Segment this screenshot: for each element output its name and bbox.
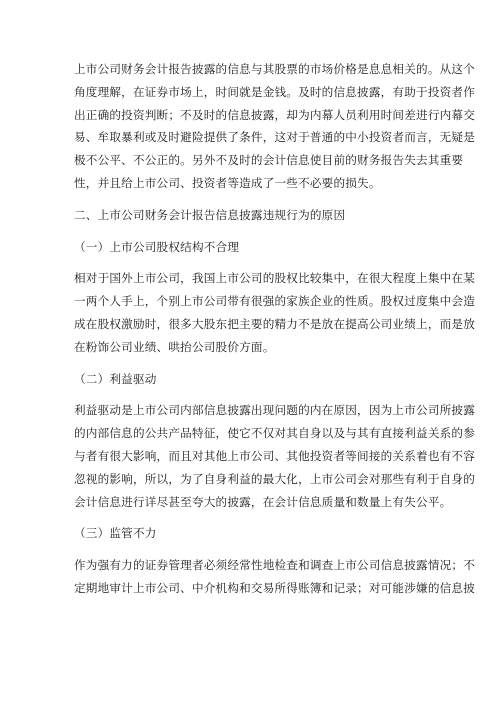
subsection-heading-interest-driven: （二）利益驱动 [74, 371, 157, 386]
paragraph-interest-driven [74, 399, 475, 513]
text-line: 的内部信息的公共产品特征，使它不仅对其自身以及与其有直接利益关系的参 [74, 426, 475, 441]
subsection-heading-equity-structure: （一）上市公司股权结构不合理 [74, 239, 240, 254]
text-line: 角度理解，在证券市场上，时间就是金钱。及时的信息披露，有助于投资者作 [74, 84, 475, 99]
section-heading: 二、上市公司财务会计报告信息披露违规行为的原因 [74, 207, 346, 222]
text-line: 会计信息进行详尽甚至夸大的披露，在会计信息质量和数量上有失公平。 [74, 494, 452, 509]
paragraph-weak-supervision [74, 554, 475, 600]
text-line: 成在股权激励时，很多大股东把主要的精力不是放在提高公司业绩上，而是放 [74, 316, 475, 331]
text-line: 作为强有力的证券管理者必须经常性地检查和调查上市公司信息披露情况；不 [74, 558, 475, 573]
document-page [74, 58, 475, 600]
paragraph-equity-structure [74, 267, 475, 358]
text-line: 定期地审计上市公司、中介机构和交易所得账簿和记录；对可能涉嫌的信息披 [74, 580, 475, 595]
text-line: 与者有很大影响，而且对其他上市公司、其他投资者等间接的关系着也有不容 [74, 448, 475, 463]
text-line: 利益驱动是上市公司内部信息披露出现问题的内在原因，因为上市公司所披露 [74, 403, 475, 418]
text-line: 极不公平、不公正的。另外不及时的会计信息使目前的财务报告失去其重要 [74, 153, 464, 168]
text-line: 在粉饰公司业绩、哄抬公司股价方面。 [74, 339, 275, 354]
text-line: 易、牟取暴利或及时避险提供了条件，这对于普通的中小投资者而言，无疑是 [74, 130, 475, 145]
text-line: 性，并且给上市公司、投资者等造成了一些不必要的损失。 [74, 175, 381, 190]
text-line: 相对于国外上市公司，我国上市公司的股权比较集中，在很大程度上集中在某 [74, 271, 475, 286]
text-line: 出正确的投资判断；不及时的信息披露，却为内幕人员利用时间差进行内幕交 [74, 107, 475, 122]
text-line: 一两个人手上，个别上市公司带有很强的家族企业的性质。股权过度集中会造 [74, 294, 475, 309]
text-line: 忽视的影响，所以，为了自身利益的最大化，上市公司会对那些有利于自身的 [74, 471, 475, 486]
paragraph-market-price [74, 58, 475, 195]
subsection-heading-weak-supervision: （三）监管不力 [74, 526, 157, 541]
text-line: 上市公司财务会计报告披露的信息与其股票的市场价格是息息相关的。从这个 [74, 62, 475, 76]
